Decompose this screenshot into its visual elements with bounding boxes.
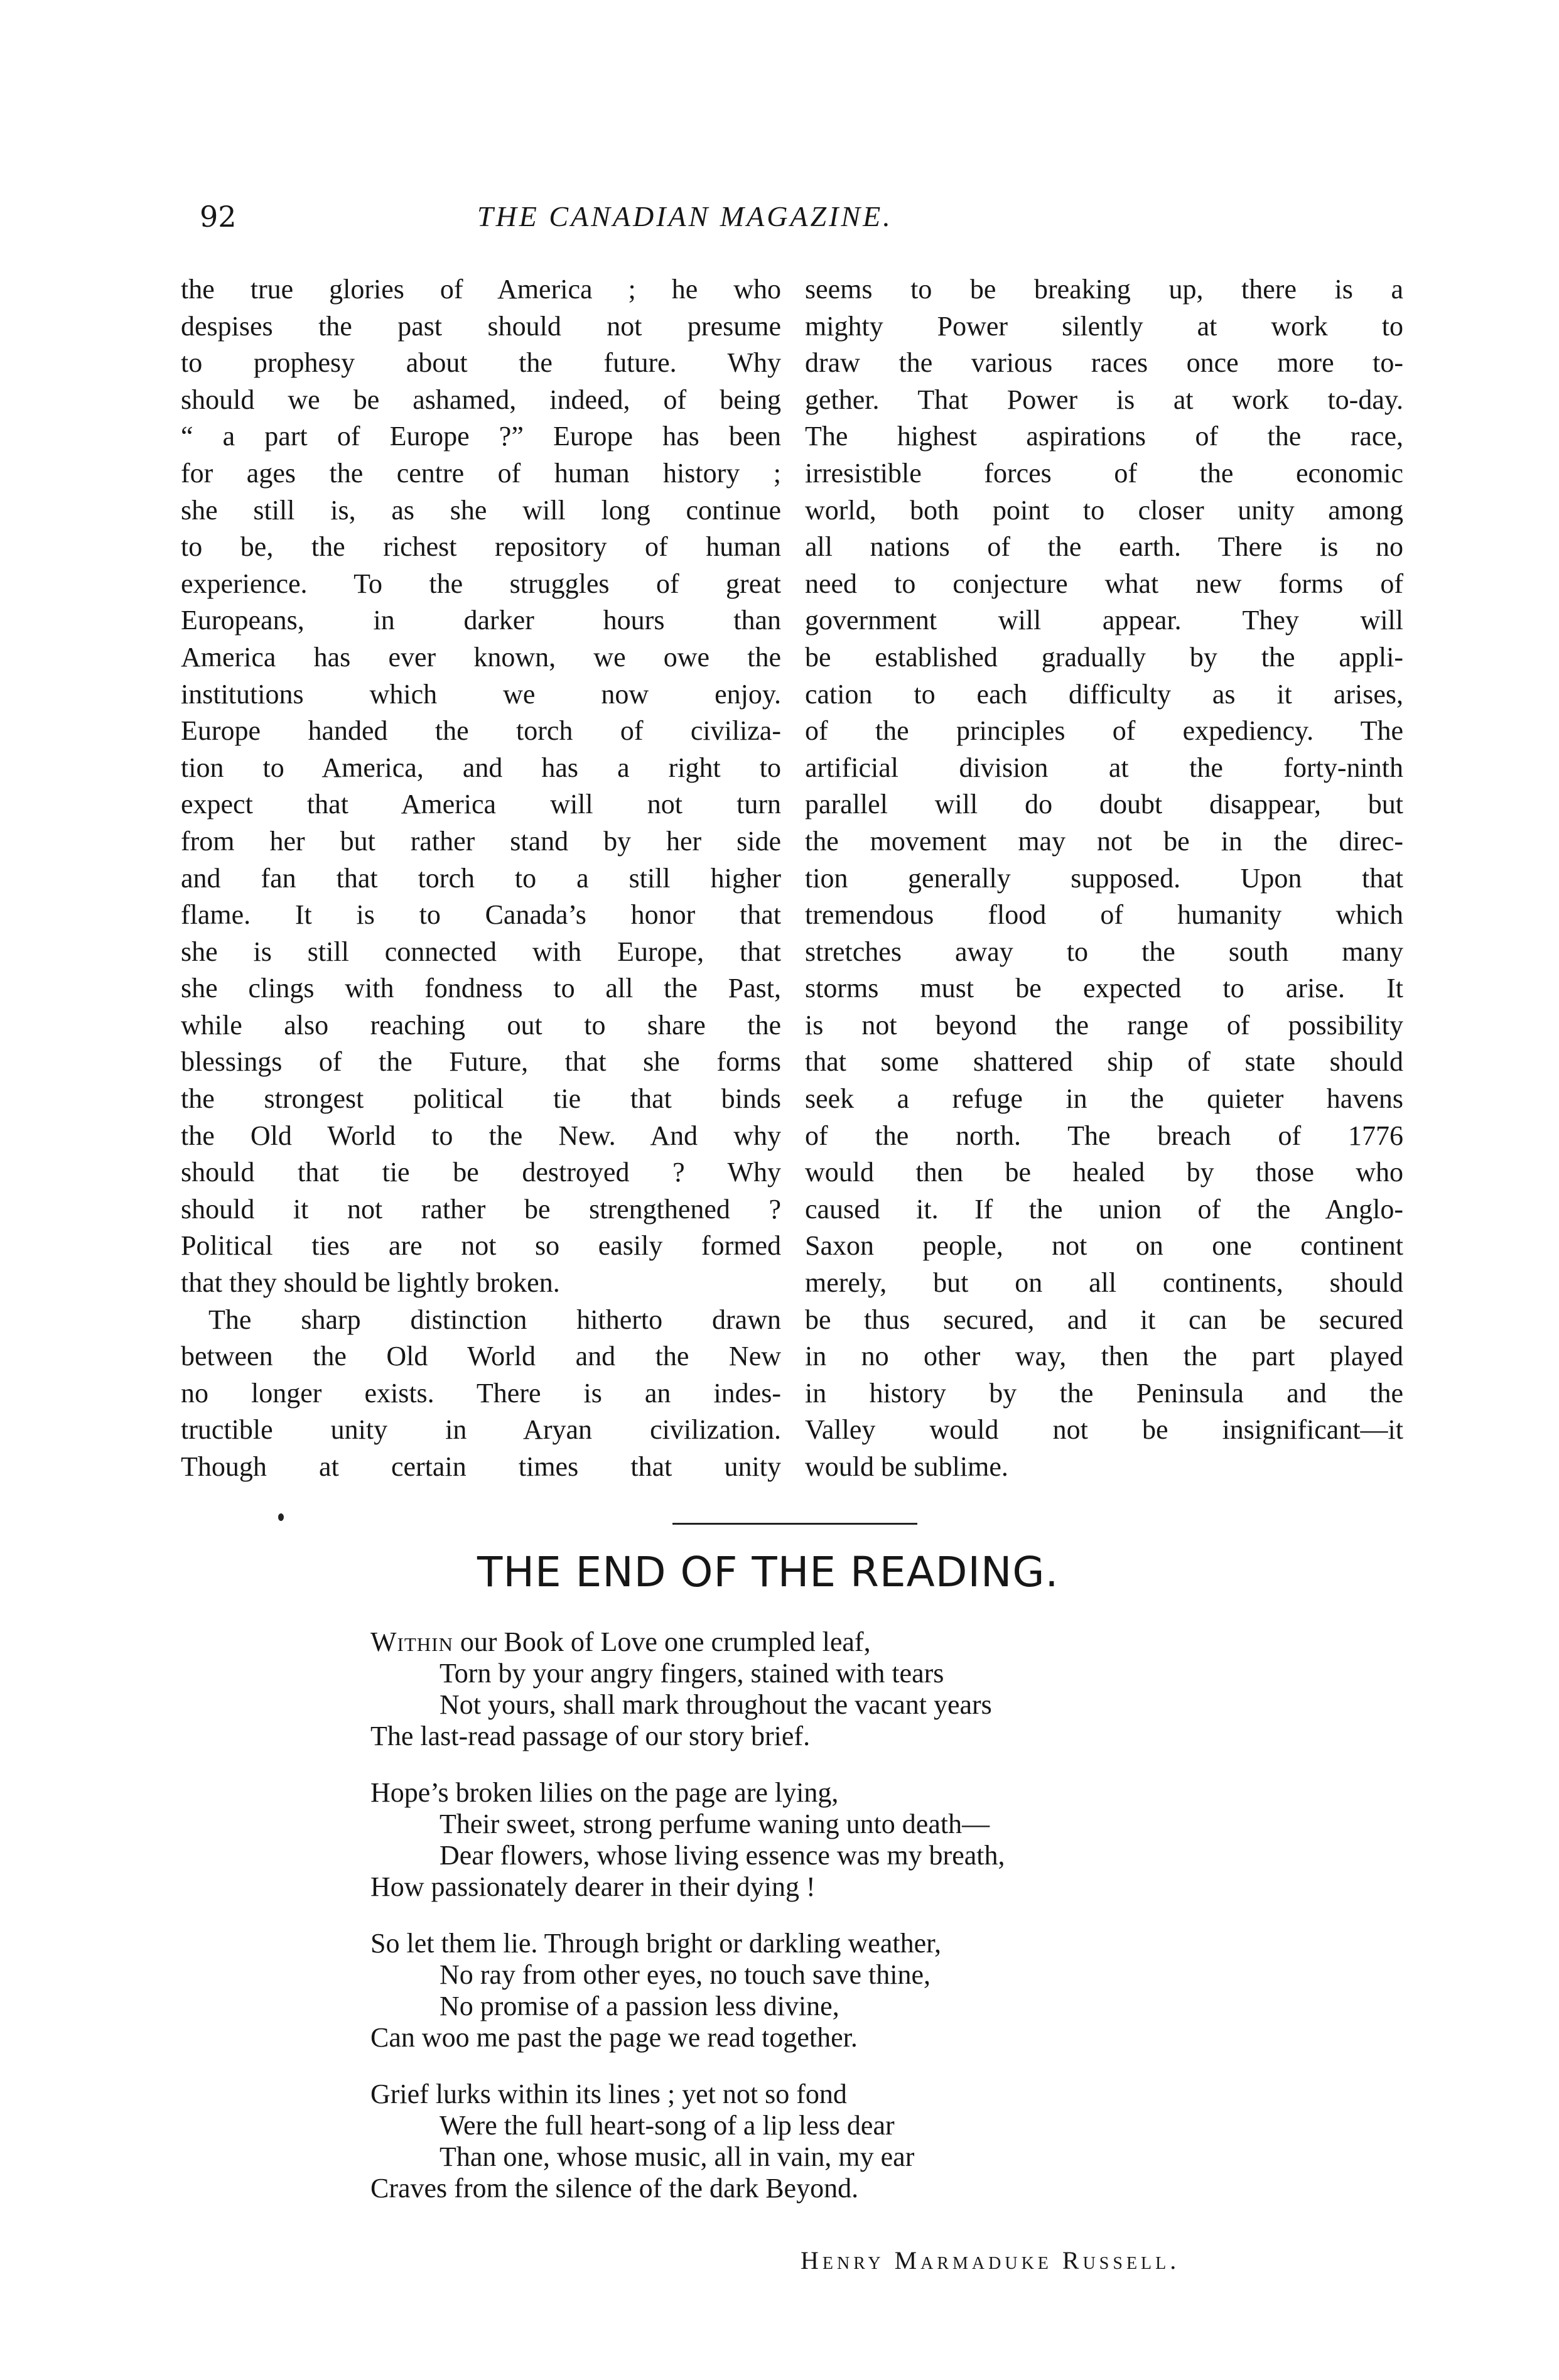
- running-title: THE CANADIAN MAGAZINE.: [477, 200, 893, 232]
- text-line: Saxon people, not on one continent: [805, 1230, 1403, 1262]
- poem-stanza: [370, 1928, 1312, 2053]
- text-line: irresistible forces of the economic: [805, 457, 1403, 489]
- drop-word: Within: [370, 1626, 453, 1657]
- text-line: tion generally supposed. Upon that: [805, 862, 1403, 894]
- poem-author: Henry Marmaduke Russell.: [801, 2246, 1180, 2275]
- text-line: Europeans, in darker hours than: [181, 605, 781, 636]
- page-header: [0, 200, 1559, 250]
- section-divider: [672, 1523, 917, 1525]
- text-line: in history by the Peninsula and the: [805, 1377, 1403, 1409]
- text-line: seems to be breaking up, there is a: [805, 274, 1403, 305]
- text-line: should it not rather be strengthened ?: [181, 1193, 781, 1225]
- text-line: and fan that torch to a still higher: [181, 862, 781, 894]
- poem-body: [370, 1626, 1312, 2229]
- text-line: the true glories of America ; he who: [181, 274, 781, 305]
- page-number: 92: [200, 200, 237, 234]
- text-line: she still is, as she will long continue: [181, 494, 781, 526]
- poem-line-text: our Book of Love one crumpled leaf,: [453, 1626, 871, 1657]
- text-line: all nations of the earth. There is no: [805, 531, 1403, 563]
- text-line: should that tie be destroyed ? Why: [181, 1157, 781, 1188]
- text-line: government will appear. They will: [805, 605, 1403, 636]
- poem-line: Hope’s broken lilies on the page are lying,: [370, 1777, 839, 1808]
- poem-line: No promise of a passion less divine,: [440, 1991, 839, 2021]
- poem-line: Their sweet, strong perfume waning unto death—: [440, 1809, 990, 1839]
- text-line: should we be ashamed, indeed, of being: [181, 384, 781, 415]
- poem-line: The last-read passage of our story brief.: [370, 1721, 811, 1751]
- poem-line: [370, 1626, 1312, 1658]
- text-line: cation to each difficulty as it arises,: [805, 678, 1403, 710]
- text-line: between the Old World and the New: [181, 1341, 781, 1372]
- text-line: would then be healed by those who: [805, 1157, 1403, 1188]
- text-line: seek a refuge in the quieter havens: [805, 1083, 1403, 1115]
- text-line: Political ties are not so easily formed: [181, 1230, 781, 1262]
- text-line: mighty Power silently at work to: [805, 310, 1403, 342]
- poem-line: Torn by your angry fingers, stained with tears: [440, 1658, 944, 1689]
- text-line: be established gradually by the appli-: [805, 641, 1403, 673]
- text-line: Valley would not be insignificant—it: [805, 1414, 1403, 1446]
- text-line: “ a part of Europe ?” Europe has been: [181, 421, 781, 452]
- text-line: she is still connected with Europe, that: [181, 936, 781, 967]
- poem-line: Grief lurks within its lines ; yet not so fond: [370, 2079, 847, 2109]
- text-line: Europe handed the torch of civiliza-: [181, 715, 781, 747]
- text-line: she clings with fondness to all the Past,: [181, 973, 781, 1004]
- text-line: America has ever known, we owe the: [181, 641, 781, 673]
- text-line: the strongest political tie that binds: [181, 1083, 781, 1115]
- text-line: tion to America, and has a right to: [181, 752, 781, 783]
- text-line: gether. That Power is at work to-day.: [805, 384, 1403, 415]
- text-line: to be, the richest repository of human: [181, 531, 781, 563]
- text-line: from her but rather stand by her side: [181, 825, 781, 857]
- poem-stanza: [370, 2079, 1312, 2204]
- text-line: no longer exists. There is an indes-: [181, 1377, 781, 1409]
- poem-stanza: [370, 1777, 1312, 1903]
- text-line: expect that America will not turn: [181, 789, 781, 820]
- text-line: institutions which we now enjoy.: [181, 678, 781, 710]
- poem-line: So let them lie. Through bright or darkling weather,: [370, 1928, 942, 1959]
- text-line: stretches away to the south many: [805, 936, 1403, 967]
- poem-line: How passionately dearer in their dying !: [370, 1871, 816, 1902]
- text-line: tructible unity in Aryan civilization.: [181, 1414, 781, 1446]
- poem-stanza: [370, 1626, 1312, 1752]
- poem-line: Can woo me past the page we read together.: [370, 2022, 858, 2053]
- poem-title: THE END OF THE READING.: [477, 1548, 1059, 1596]
- article-right-column: [805, 271, 1403, 1486]
- text-line: be thus secured, and it can be secured: [805, 1304, 1403, 1335]
- text-line: The highest aspirations of the race,: [805, 421, 1403, 452]
- text-line: merely, but on all continents, should: [805, 1267, 1403, 1299]
- text-line: would be sublime.: [805, 1451, 1008, 1482]
- article-left-column: [181, 271, 781, 1486]
- text-line: that some shattered ship of state should: [805, 1046, 1403, 1078]
- text-line: flame. It is to Canada’s honor that: [181, 899, 781, 931]
- poem-line: Craves from the silence of the dark Beyond.: [370, 2173, 859, 2204]
- text-line: draw the various races once more to-: [805, 347, 1403, 379]
- text-line: while also reaching out to share the: [181, 1009, 781, 1041]
- text-line: of the principles of expediency. The: [805, 715, 1403, 747]
- text-line: caused it. If the union of the Anglo-: [805, 1193, 1403, 1225]
- text-line: storms must be expected to arise. It: [805, 973, 1403, 1004]
- text-line: Though at certain times that unity: [181, 1451, 781, 1482]
- text-line: in no other way, then the part played: [805, 1341, 1403, 1372]
- poem-line: No ray from other eyes, no touch save thine,: [440, 1959, 931, 1990]
- text-line: tremendous flood of humanity which: [805, 899, 1403, 931]
- text-line: to prophesy about the future. Why: [181, 347, 781, 379]
- poem-line: Were the full heart-song of a lip less dear: [440, 2110, 895, 2141]
- text-line: The sharp distinction hitherto drawn: [208, 1304, 781, 1335]
- text-line: world, both point to closer unity among: [805, 494, 1403, 526]
- text-line: need to conjecture what new forms of: [805, 568, 1403, 599]
- text-line: experience. To the struggles of great: [181, 568, 781, 599]
- text-line: parallel will do doubt disappear, but: [805, 789, 1403, 820]
- poem-line: Than one, whose music, all in vain, my ear: [440, 2141, 915, 2172]
- ink-speck: [278, 1513, 284, 1521]
- text-line: artificial division at the forty-ninth: [805, 752, 1403, 783]
- text-line: despises the past should not presume: [181, 310, 781, 342]
- text-line: blessings of the Future, that she forms: [181, 1046, 781, 1078]
- text-line: is not beyond the range of possibility: [805, 1009, 1403, 1041]
- poem-line: Not yours, shall mark throughout the vacant years: [440, 1689, 992, 1720]
- text-line: the movement may not be in the direc-: [805, 825, 1403, 857]
- text-line: the Old World to the New. And why: [181, 1120, 781, 1151]
- poem-line: Dear flowers, whose living essence was my breath,: [440, 1840, 1005, 1871]
- text-line: for ages the centre of human history ;: [181, 457, 781, 489]
- text-line: of the north. The breach of 1776: [805, 1120, 1403, 1151]
- text-line: that they should be lightly broken.: [181, 1267, 560, 1299]
